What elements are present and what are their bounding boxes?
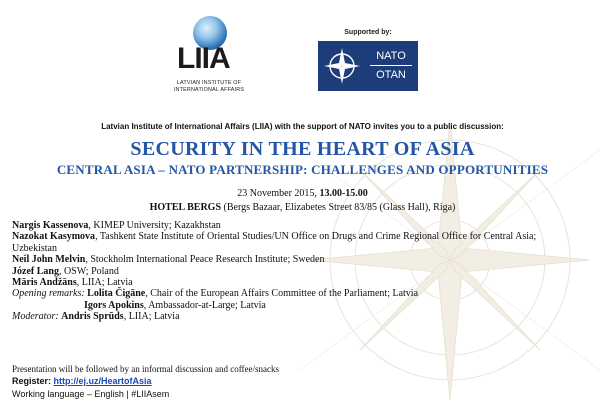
moderator-label: Moderator: (12, 311, 59, 323)
speaker-row (12, 220, 592, 231)
liia-logo-caption (163, 80, 255, 94)
speaker-detail: , OSW; Poland (58, 265, 119, 277)
speaker-name: Nazokat Kasymova (12, 231, 96, 243)
speaker-detail: , Stockholm International Peace Research Institute; Sweden (85, 254, 325, 266)
moderator-row (12, 311, 592, 322)
speaker-name: Nargis Kassenova (12, 220, 89, 231)
speaker-detail: , Tashkent State Institute of Oriental Studies/UN Office on Drugs and Crime Regional Office for Central Asia; Uzbekistan (12, 231, 537, 254)
invitation-text: Latvian Institute of International Affairs (LIIA) with the support of NATO invites you to a public discussion: (101, 122, 504, 131)
liia-logo-mark: LIIA (177, 42, 230, 75)
liia-logo (163, 16, 255, 106)
opening-remarks-row (12, 300, 592, 311)
speakers-list (12, 220, 592, 323)
opening-remarks-label: Opening remarks: (12, 288, 85, 300)
speaker-row (12, 231, 572, 254)
register-line (12, 376, 152, 386)
nato-compass-star-icon (322, 46, 362, 86)
venue-detail: (Bergs Bazaar, Elizabetes Street 83/85 (Glass Hall), Riga) (221, 202, 456, 213)
event-time: 13.00-15.00 (319, 188, 368, 199)
speaker-row (12, 254, 592, 265)
speaker-name: Māris Andžāns (12, 277, 77, 289)
venue-name: HOTEL BERGS (149, 202, 222, 213)
working-language: Working language – English | #LIIAsem (12, 389, 170, 399)
speaker-detail: , KIMEP University; Kazakhstan (88, 220, 221, 231)
event-subtitle: CENTRAL ASIA – NATO PARTNERSHIP: CHALLENGES AND OPPORTUNITIES (56, 162, 549, 177)
nato-divider (370, 65, 412, 66)
presentation-note: Presentation will be followed by an informal discussion and coffee/snacks (12, 364, 280, 374)
opening-speaker-detail: , Ambassador-at-Large; Latvia (143, 299, 266, 311)
opening-speaker-name: Igors Apokins (84, 299, 144, 311)
nato-emblem (318, 41, 418, 91)
speaker-name: Józef Lang (12, 265, 59, 277)
nato-wordmark-top: NATO (376, 50, 406, 62)
speaker-detail: , LIIA; Latvia (76, 277, 133, 289)
nato-logo (318, 29, 418, 101)
opening-speaker-name: Lolita Čigāne (87, 288, 146, 300)
event-title: SECURITY IN THE HEART OF ASIA (130, 138, 475, 160)
opening-remarks-row (12, 288, 592, 299)
supported-by-label: Supported by: (344, 29, 392, 36)
event-venue (0, 202, 605, 213)
event-date-text: 23 November 2015, (237, 188, 320, 199)
liia-caption-line-2: INTERNATIONAL AFFAIRS (173, 87, 245, 93)
nato-wordmark-bottom: OTAN (376, 69, 406, 81)
speaker-row (12, 277, 592, 288)
nato-wordmark (366, 47, 416, 85)
speaker-row (12, 266, 592, 277)
moderator-name: Andris Sprūds (61, 311, 124, 323)
register-label: Register: (12, 376, 54, 386)
event-date (0, 188, 605, 199)
moderator-detail: , LIIA; Latvia (123, 311, 180, 323)
liia-caption-line-1: LATVIAN INSTITUTE OF (176, 80, 242, 86)
register-link[interactable]: http://ej.uz/HeartofAsia (53, 376, 152, 386)
speaker-name: Neil John Melvin (12, 254, 86, 266)
opening-speaker-detail: , Chair of the European Affairs Committee of the Parliament; Latvia (145, 288, 419, 300)
